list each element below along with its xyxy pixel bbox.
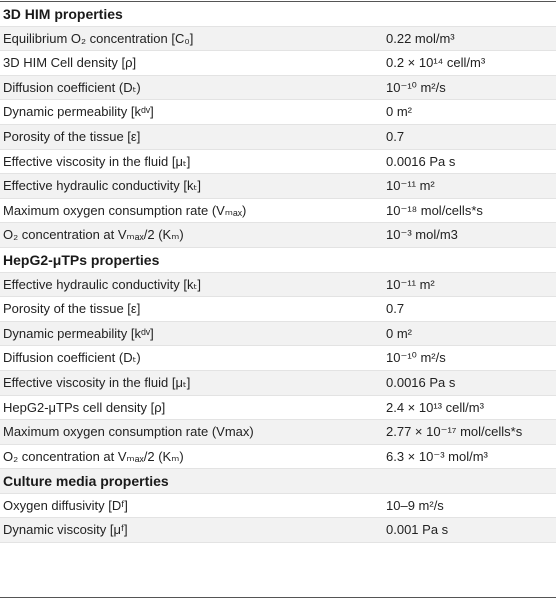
section-title: 3D HIM properties: [3, 6, 123, 22]
section-header-hepg2: [0, 248, 556, 273]
parameter-value: 10⁻¹⁰ m²/s: [386, 350, 446, 366]
parameter-value: 10⁻¹⁰ m²/s: [386, 79, 446, 95]
table-row: [0, 346, 556, 371]
section-header-culture-media: [0, 469, 556, 494]
table-row: [0, 371, 556, 396]
section-title: Culture media properties: [3, 473, 169, 490]
table-row: [0, 174, 556, 199]
parameter-value: 0.22 mol/m³: [386, 30, 455, 46]
parameter-value: 0 m²: [386, 325, 412, 341]
parameter-label: Effective viscosity in the fluid [μₜ]: [3, 374, 191, 390]
parameter-label: Diffusion coefficient (Dₜ): [3, 79, 141, 95]
parameter-label: Oxygen diffusivity [Dᶠ]: [3, 497, 128, 513]
parameter-value: 0.2 × 10¹⁴ cell/m³: [386, 55, 486, 71]
parameter-value: 2.4 × 10¹³ cell/m³: [386, 399, 484, 415]
parameter-label: Effective hydraulic conductivity [kₜ]: [3, 276, 201, 292]
parameter-value: 0.0016 Pa s: [386, 374, 456, 390]
table-row: [0, 150, 556, 175]
table-row: [0, 297, 556, 322]
table-row: [0, 273, 556, 298]
table-row: [0, 100, 556, 125]
parameter-value: 10–9 m²/s: [386, 497, 444, 513]
parameter-value: 6.3 × 10⁻³ mol/m³: [386, 448, 488, 464]
parameter-label: Porosity of the tissue [ε]: [3, 301, 141, 317]
parameter-label: 3D HIM Cell density [ρ]: [3, 55, 137, 71]
table-row: [0, 322, 556, 347]
table-row: [0, 396, 556, 421]
parameter-value: 10⁻¹⁸ mol/cells*s: [386, 202, 483, 218]
parameter-value: 2.77 × 10⁻¹⁷ mol/cells*s: [386, 424, 523, 440]
parameter-value: 0.7: [386, 128, 405, 144]
table-row: [0, 125, 556, 150]
parameter-value: 10⁻¹¹ m²: [386, 276, 435, 292]
parameter-label: Diffusion coefficient (Dₜ): [3, 350, 141, 366]
table-row: [0, 445, 556, 470]
section-header-3d-him: [0, 2, 556, 27]
table-row: [0, 27, 556, 52]
parameter-value: 10⁻¹¹ m²: [386, 178, 435, 194]
parameter-label: Equilibrium O₂ concentration [C₀]: [3, 30, 194, 46]
parameter-label: Maximum oxygen consumption rate (Vₘₐₓ): [3, 202, 247, 218]
table-row: [0, 51, 556, 76]
parameter-label: Maximum oxygen consumption rate (Vmax): [3, 424, 254, 440]
table-row: [0, 420, 556, 445]
parameter-label: O₂ concentration at Vₘₐₓ/2 (Kₘ): [3, 448, 184, 464]
table-bottom-rule: [0, 597, 556, 598]
parameter-value: 0.0016 Pa s: [386, 153, 456, 169]
table-row: [0, 76, 556, 101]
parameter-label: Effective viscosity in the fluid [μₜ]: [3, 153, 191, 169]
parameter-value: 0 m²: [386, 104, 412, 120]
parameter-value: 0.7: [386, 301, 405, 317]
parameter-label: HepG2-μTPs cell density [ρ]: [3, 399, 166, 415]
parameter-value: 0.001 Pa s: [386, 522, 449, 538]
parameter-label: Dynamic permeability [kᵈᵛ]: [3, 104, 154, 120]
parameter-label: O₂ concentration at Vₘₐₓ/2 (Kₘ): [3, 227, 184, 243]
table-row: [0, 199, 556, 224]
table-rows: [0, 2, 556, 543]
parameter-value: 10⁻³ mol/m3: [386, 227, 458, 243]
parameter-label: Dynamic permeability [kᵈᵛ]: [3, 325, 154, 341]
parameter-label: Effective hydraulic conductivity [kₜ]: [3, 178, 201, 194]
parameter-label: Porosity of the tissue [ε]: [3, 128, 141, 144]
table-row: [0, 518, 556, 543]
table-row: [0, 494, 556, 519]
table-row: [0, 223, 556, 248]
section-title: HepG2-μTPs properties: [3, 251, 160, 268]
parameter-label: Dynamic viscosity [μᶠ]: [3, 522, 128, 538]
